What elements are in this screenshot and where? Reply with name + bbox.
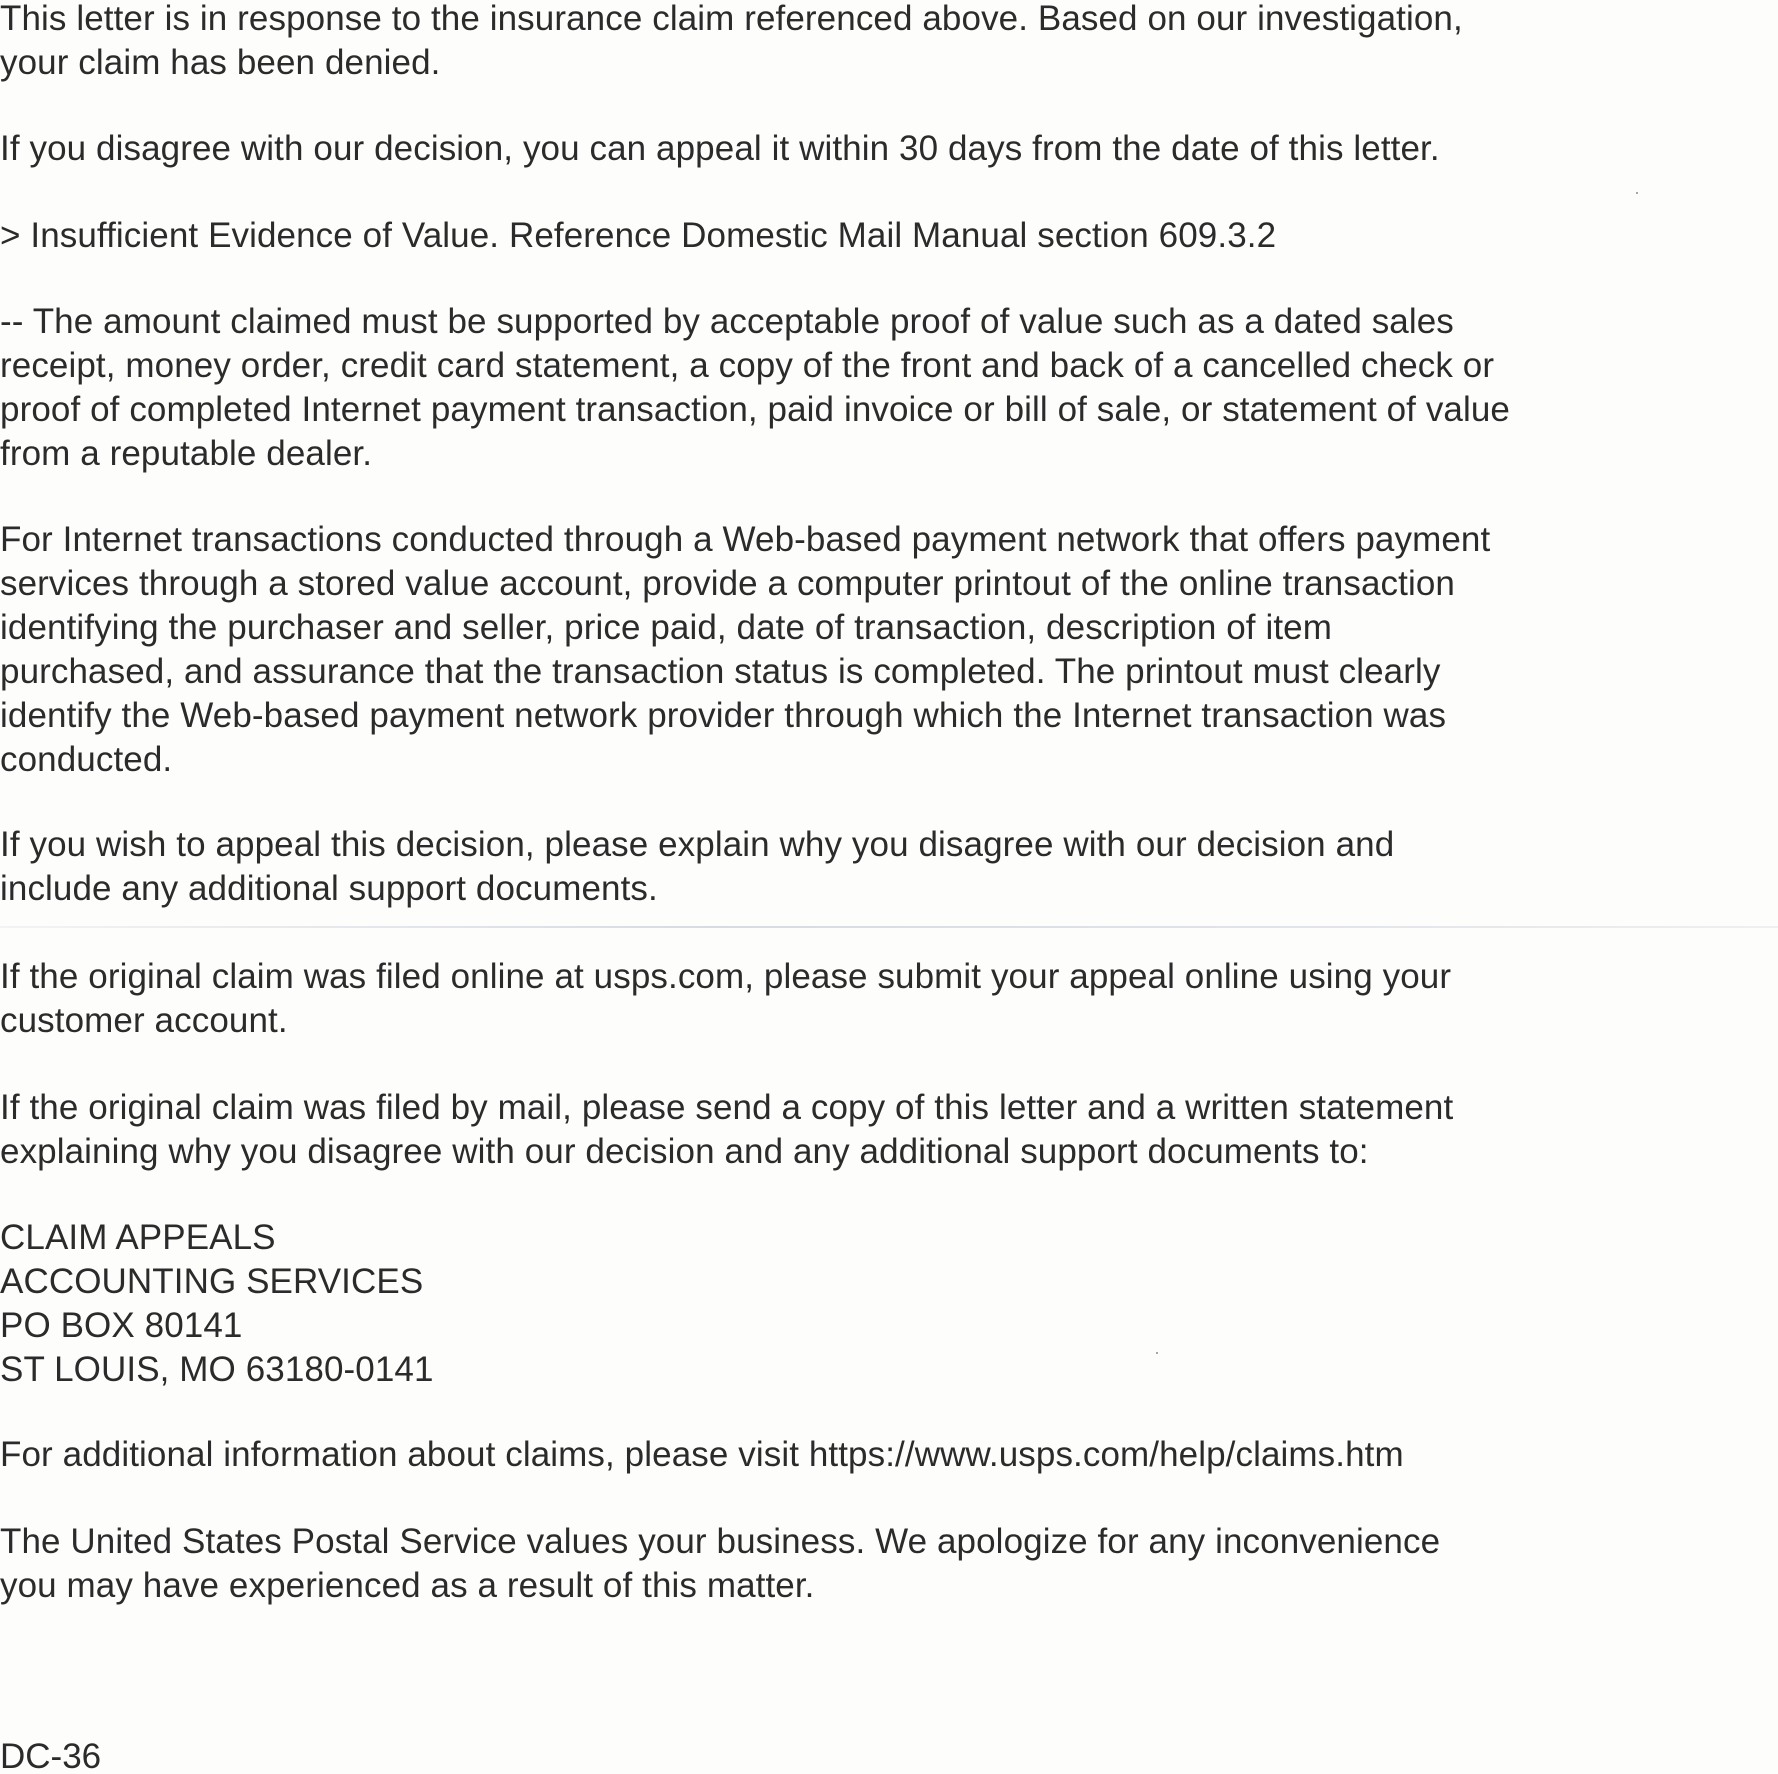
text-line: explaining why you disagree with our decision and any additional support documents to: xyxy=(0,1132,1369,1171)
mail-appeal-paragraph xyxy=(0,1086,1778,1174)
mailing-address xyxy=(0,1216,1778,1392)
text-line: receipt, money order, credit card statement, a copy of the front and back of a cancelled check or xyxy=(0,346,1495,385)
scan-speck xyxy=(1636,192,1638,194)
address-line: CLAIM APPEALS xyxy=(0,1218,276,1257)
text-line: For Internet transactions conducted through a Web-based payment network that offers payment xyxy=(0,520,1491,559)
address-line: ACCOUNTING SERVICES xyxy=(0,1262,424,1301)
closing-paragraph xyxy=(0,1520,1778,1608)
text-line: For additional information about claims, please visit https://www.usps.com/help/claims.htm xyxy=(0,1435,1404,1474)
text-line: include any additional support documents. xyxy=(0,869,658,908)
text-line: conducted. xyxy=(0,740,173,779)
appeal-window-paragraph xyxy=(0,127,1778,171)
text-line: purchased, and assurance that the transaction status is completed. The printout must clearly xyxy=(0,652,1441,691)
appeal-instructions-paragraph xyxy=(0,823,1778,911)
text-line: > Insufficient Evidence of Value. Reference Domestic Mail Manual section 609.3.2 xyxy=(0,216,1277,255)
text-line: you may have experienced as a result of this matter. xyxy=(0,1566,815,1605)
text-line: from a reputable dealer. xyxy=(0,434,373,473)
text-line: If the original claim was filed by mail, please send a copy of this letter and a written statement xyxy=(0,1088,1454,1127)
denial-reason-detail xyxy=(0,300,1778,476)
text-line: -- The amount claimed must be supported by acceptable proof of value such as a dated sales xyxy=(0,302,1454,341)
address-line: ST LOUIS, MO 63180-0141 xyxy=(0,1350,434,1389)
text-line: If you disagree with our decision, you can appeal it within 30 days from the date of this letter. xyxy=(0,129,1440,168)
address-line: PO BOX 80141 xyxy=(0,1306,243,1345)
internet-transactions-paragraph xyxy=(0,518,1778,782)
text-line: If you wish to appeal this decision, please explain why you disagree with our decision and xyxy=(0,825,1395,864)
text-line: identifying the purchaser and seller, price paid, date of transaction, description of item xyxy=(0,608,1332,647)
text-line: If the original claim was filed online at usps.com, please submit your appeal online using your xyxy=(0,957,1452,996)
form-code: DC-36 xyxy=(0,1737,102,1774)
text-line: This letter is in response to the insurance claim referenced above. Based on our investigation, xyxy=(0,0,1463,38)
text-line: customer account. xyxy=(0,1001,288,1040)
opening-paragraph xyxy=(0,0,1778,85)
paper-fold-line xyxy=(0,926,1778,928)
online-appeal-paragraph xyxy=(0,955,1778,1043)
text-line: identify the Web-based payment network provider through which the Internet transaction was xyxy=(0,696,1447,735)
text-line: proof of completed Internet payment transaction, paid invoice or bill of sale, or statement of value xyxy=(0,390,1510,429)
denial-reason xyxy=(0,214,1778,258)
text-line: services through a stored value account, provide a computer printout of the online transaction xyxy=(0,564,1455,603)
more-info-paragraph xyxy=(0,1433,1778,1477)
text-line: your claim has been denied. xyxy=(0,43,441,82)
text-line: The United States Postal Service values your business. We apologize for any inconvenience xyxy=(0,1522,1441,1561)
